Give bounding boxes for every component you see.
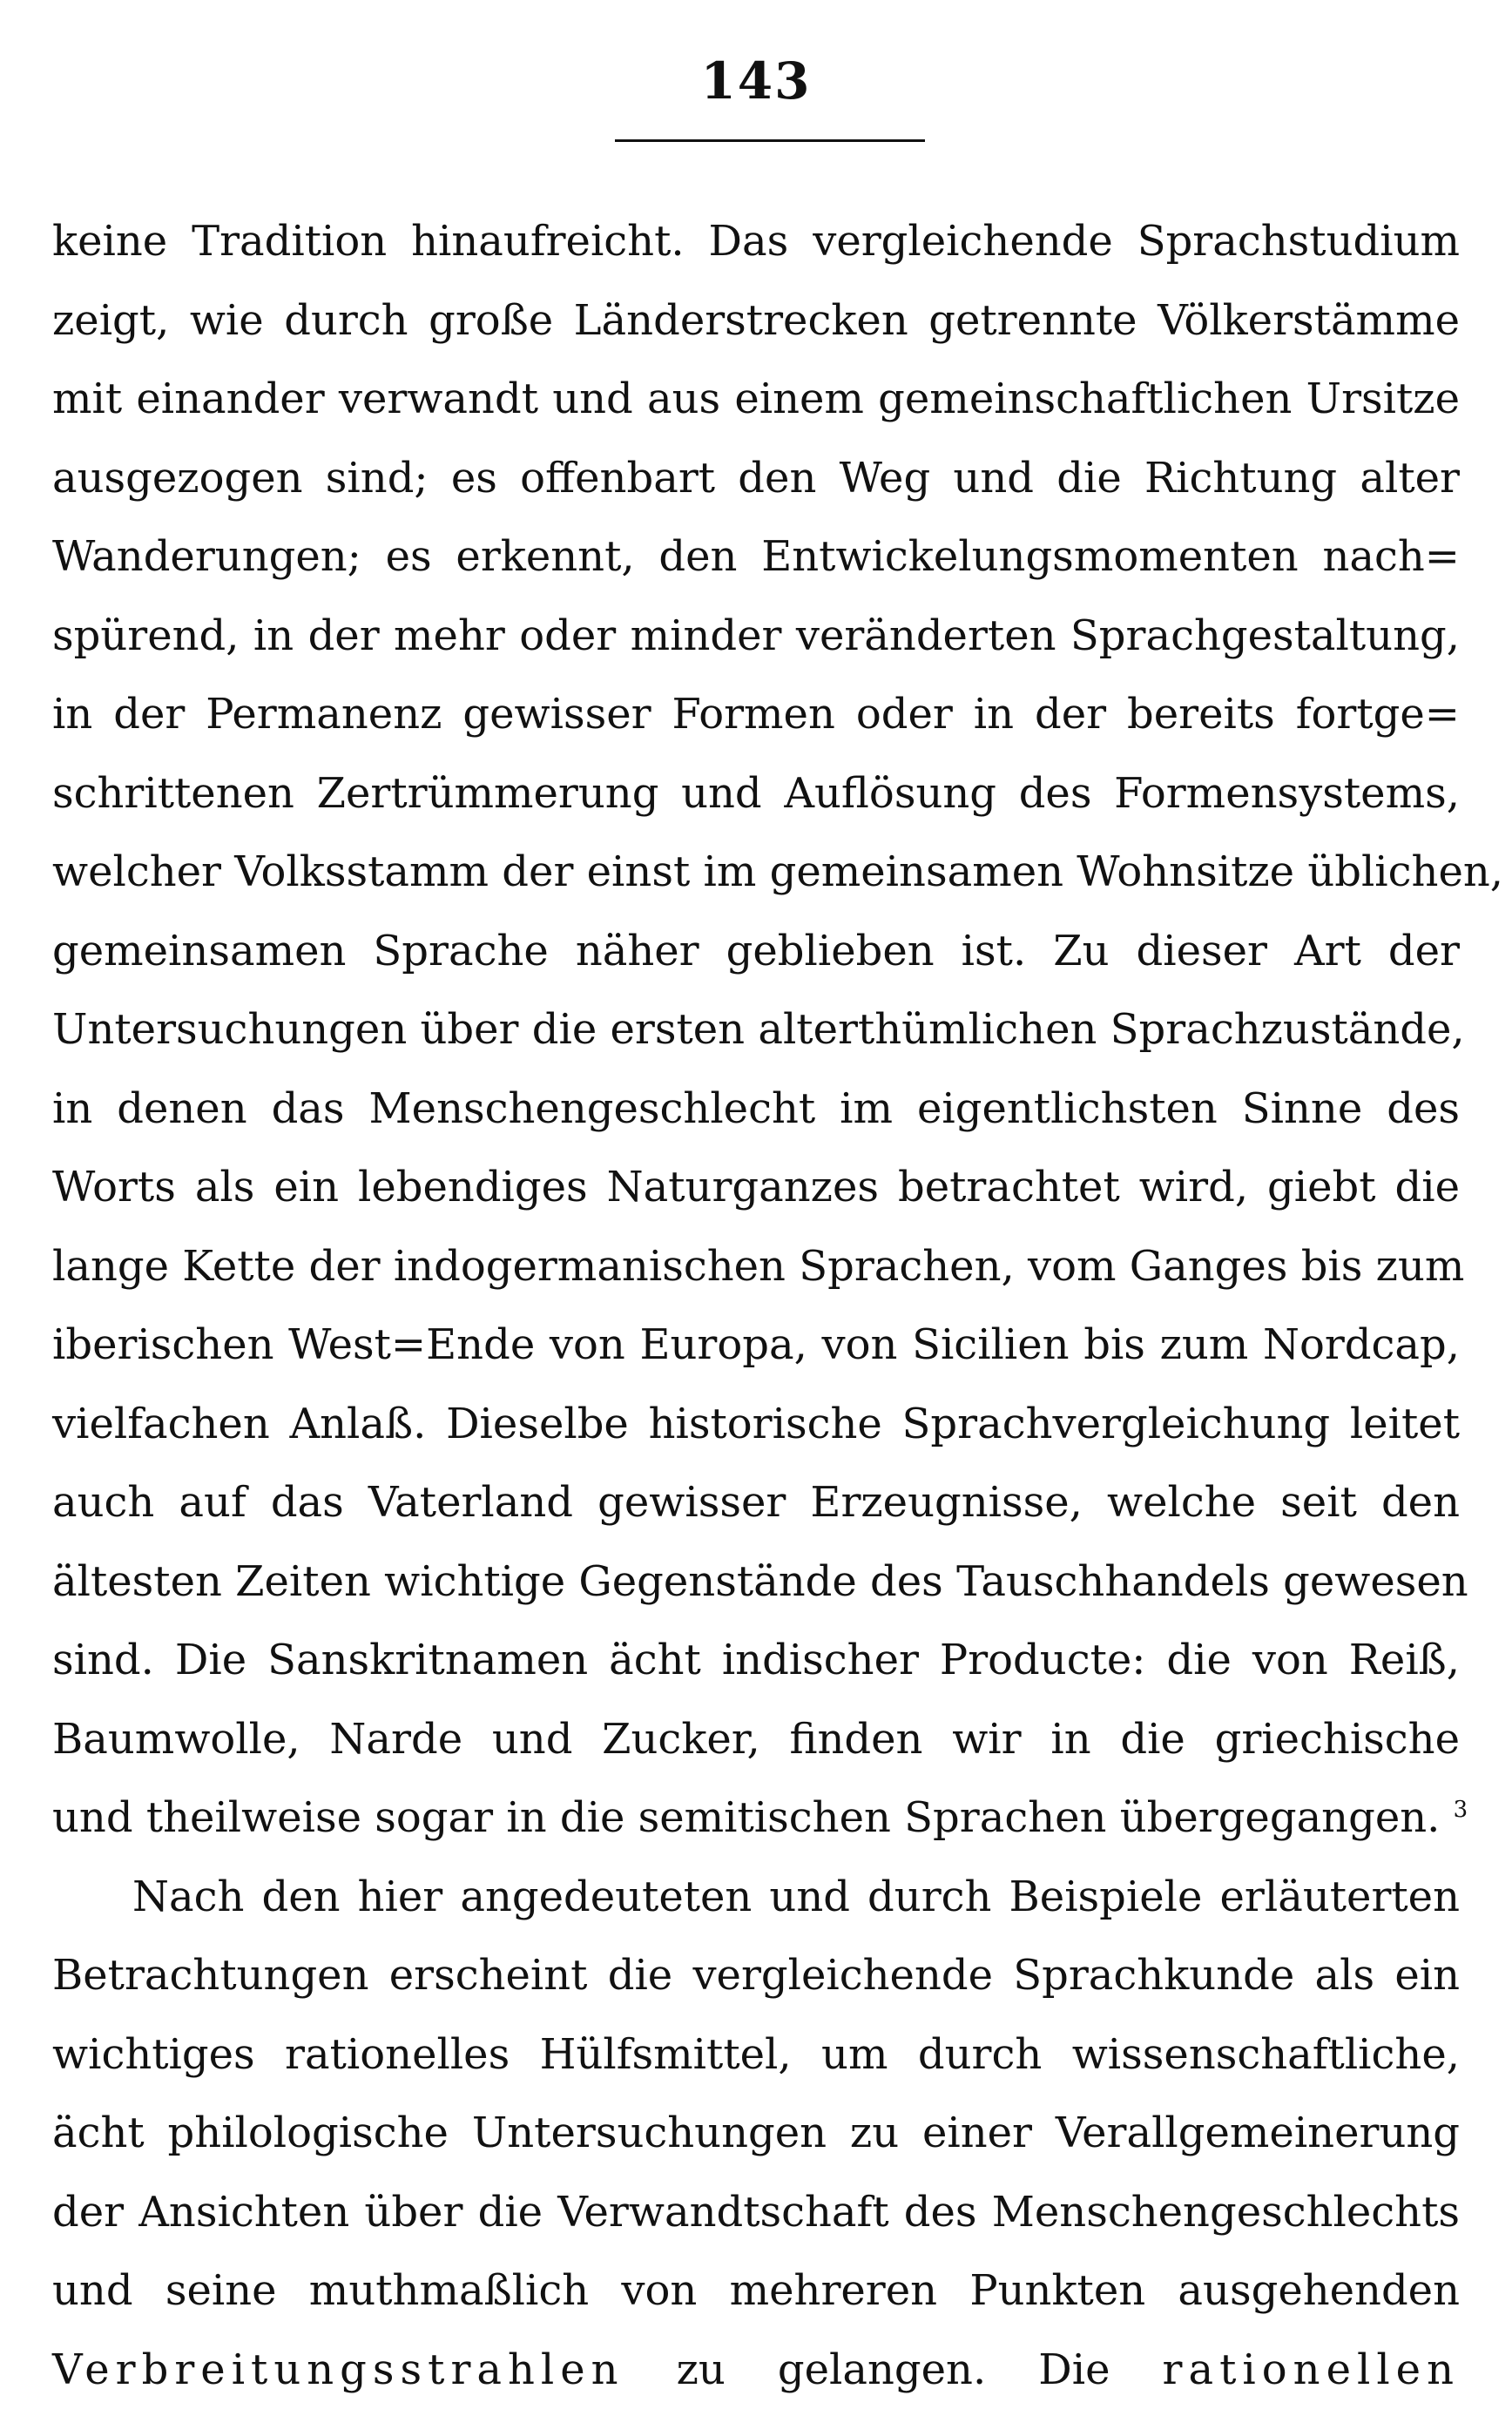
text-line: spürend, in der mehr oder minder veränderten Sprachgestaltung, [52,597,1460,676]
text-line: zeigt, wie durch große Länderstrecken getrennte Völkerstämme [52,281,1460,361]
text-line-with-footnote [52,1778,1460,1858]
text-line: welcher Volksstamm der einst im gemeinsamen Wohnsitze üblichen, [52,833,1460,912]
paragraph-first-line: Nach den hier angedeuteten und durch Beispiele erläuterten [52,1858,1460,1937]
text-line: ältesten Zeiten wichtige Gegenstände des Tauschhandels gewesen [52,1542,1460,1622]
text-line: Untersuchungen über die ersten alterthümlichen Sprachzustände, [52,990,1460,1070]
header-rule [615,139,925,142]
text-line: auch auf das Vaterland gewisser Erzeugnisse, welche seit den [52,1463,1460,1542]
text-line-last [52,2331,1460,2409]
text-line: wichtiges rationelles Hülfsmittel, um durch wissenschaftliche, [52,2015,1460,2095]
text-line-content: und theilweise sogar in die semitischen Sprachen übergegangen. [52,1793,1440,1842]
page-number: 143 [52,56,1460,106]
footnote-reference: 3 [1454,1797,1468,1823]
text-line: sind. Die Sanskritnamen ächt indischer Producte: die von Reiß, [52,1621,1460,1700]
text-line: und seine muthmaßlich von mehreren Punkten ausgehenden [52,2251,1460,2331]
text-line: Worts als ein lebendiges Naturganzes betrachtet wird, giebt die [52,1148,1460,1227]
text-line: Wanderungen; es erkennt, den Entwickelungsmomenten nach= [52,517,1460,597]
text-line: ächt philologische Untersuchungen zu einer Verallgemeinerung [52,2094,1460,2173]
text-line: der Ansichten über die Verwandtschaft des Menschengeschlechts [52,2173,1460,2252]
spaced-emphasis: rationellen [1163,2345,1460,2394]
text-line: Betrachtungen erscheint die vergleichende Sprachkunde als ein [52,1936,1460,2015]
spaced-emphasis: Verbreitungsstrahlen [52,2345,624,2394]
text-line-middle: zu gelangen. Die [624,2345,1163,2394]
text-line: in denen das Menschengeschlecht im eigentlichsten Sinne des [52,1070,1460,1149]
text-line: ausgezogen sind; es offenbart den Weg und die Richtung alter [52,439,1460,518]
body-text [52,202,1460,2409]
text-line: iberischen West=Ende von Europa, von Sicilien bis zum Nordcap, [52,1306,1460,1385]
text-line: Baumwolle, Narde und Zucker, finden wir in die griechische [52,1700,1460,1779]
text-line: keine Tradition hinaufreicht. Das vergleichende Sprachstudium [52,202,1460,281]
text-line: in der Permanenz gewisser Formen oder in der bereits fortge= [52,675,1460,754]
text-line: mit einander verwandt und aus einem gemeinschaftlichen Ursitze [52,360,1460,439]
book-page [52,44,1460,2256]
text-line: gemeinsamen Sprache näher geblieben ist. Zu dieser Art der [52,912,1460,991]
text-line: schrittenen Zertrümmerung und Auflösung des Formensystems, [52,754,1460,833]
text-line: lange Kette der indogermanischen Sprachen, vom Ganges bis zum [52,1227,1460,1306]
text-line: vielfachen Anlaß. Dieselbe historische Sprachvergleichung leitet [52,1385,1460,1464]
